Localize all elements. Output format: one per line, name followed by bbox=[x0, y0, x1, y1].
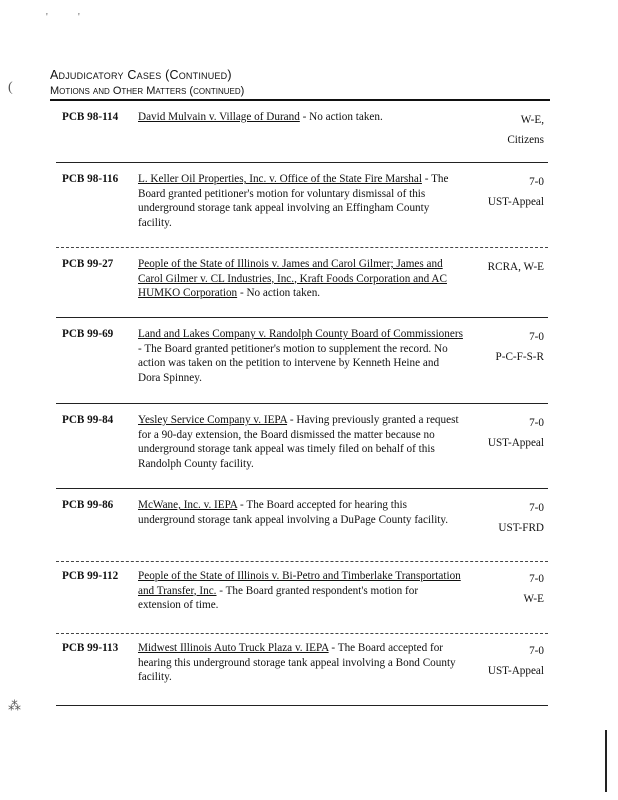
section-subtitle: Motions and Other Matters (continued) bbox=[50, 85, 245, 97]
case-vote bbox=[454, 327, 544, 367]
case-description bbox=[138, 413, 463, 471]
scan-mark: ' bbox=[78, 12, 80, 23]
scan-edge bbox=[605, 730, 607, 792]
case-text: - The Board granted respondent's motion for extension of time. bbox=[138, 584, 419, 611]
case-description bbox=[138, 172, 463, 230]
case-vote bbox=[454, 257, 544, 277]
case-vote bbox=[454, 172, 544, 212]
case-divider bbox=[56, 247, 548, 248]
case-vote bbox=[454, 641, 544, 681]
case-divider bbox=[56, 162, 548, 163]
vote-result: 7-0 bbox=[529, 502, 544, 514]
vote-result: 7-0 bbox=[529, 645, 544, 657]
case-number: PCB 99-84 bbox=[62, 414, 114, 426]
case-number: PCB 99-69 bbox=[62, 328, 114, 340]
case-divider bbox=[56, 633, 548, 634]
vote-result: 7-0 bbox=[529, 417, 544, 429]
case-number: PCB 99-113 bbox=[62, 642, 119, 654]
case-vote bbox=[454, 569, 544, 609]
scan-mark: ( bbox=[8, 80, 13, 95]
case-text: - Having previously granted a request for a 90-day extension, the Board dismissed the matter because no underground storage tank appeal was timely filed on behalf of this Randolph County facility. bbox=[138, 414, 459, 470]
case-text: - The Board granted petitioner's motion for voluntary dismissal of this underground storage tank appeal involving an Effingham County facility. bbox=[138, 173, 449, 229]
case-number: PCB 98-116 bbox=[62, 173, 119, 185]
case-title: People of the State of Illinois v. James and Carol Gilmer; James and Carol Gilmer v. CL Industries, Inc., Kraft Foods Corporation and AC HUMKO Corporation bbox=[138, 258, 447, 299]
scan-mark: ' bbox=[46, 12, 48, 23]
case-description bbox=[138, 569, 463, 613]
case-text: - No action taken. bbox=[299, 111, 383, 123]
case-number: PCB 99-86 bbox=[62, 499, 114, 511]
case-title: Yesley Service Company v. IEPA bbox=[138, 414, 288, 426]
case-text: - The Board accepted for hearing this underground storage tank appeal involving a DuPage County facility. bbox=[138, 499, 449, 526]
case-vote bbox=[454, 413, 544, 453]
case-divider bbox=[56, 705, 548, 706]
case-type: UST-Appeal bbox=[487, 437, 544, 449]
case-type: W-E bbox=[523, 593, 544, 605]
vote-result: 7-0 bbox=[529, 176, 544, 188]
case-number: PCB 99-27 bbox=[62, 258, 114, 270]
case-title: McWane, Inc. v. IEPA bbox=[138, 499, 238, 511]
case-title: People of the State of Illinois v. Bi-Petro and Timberlake Transportation and Transfer, Inc. bbox=[138, 570, 461, 597]
case-divider bbox=[56, 488, 548, 489]
case-type: UST-Appeal bbox=[487, 196, 544, 208]
case-description bbox=[138, 110, 463, 125]
case-description bbox=[138, 257, 463, 301]
case-type: Citizens bbox=[507, 134, 544, 146]
case-type: UST-Appeal bbox=[487, 665, 544, 677]
case-description bbox=[138, 327, 463, 385]
case-title: David Mulvain v. Village of Durand bbox=[138, 111, 300, 123]
case-text: - The Board accepted for hearing this underground storage tank appeal involving a Bond County facility. bbox=[138, 642, 456, 683]
case-number: PCB 99-112 bbox=[62, 570, 119, 582]
header-rule bbox=[50, 99, 550, 101]
case-type: P-C-F-S-R bbox=[495, 351, 544, 363]
vote-result: 7-0 bbox=[529, 573, 544, 585]
case-divider bbox=[56, 561, 548, 562]
case-divider bbox=[56, 317, 548, 318]
vote-result: W-E, bbox=[520, 114, 544, 126]
case-title: Midwest Illinois Auto Truck Plaza v. IEPA bbox=[138, 642, 329, 654]
case-description bbox=[138, 641, 463, 685]
case-number: PCB 98-114 bbox=[62, 111, 119, 123]
vote-result: 7-0 bbox=[529, 331, 544, 343]
case-title: Land and Lakes Company v. Randolph County Board of Commissioners bbox=[138, 328, 463, 340]
case-vote bbox=[454, 110, 544, 150]
vote-result: RCRA, W-E bbox=[487, 261, 544, 273]
case-type: UST-FRD bbox=[498, 522, 544, 534]
section-title: Adjudicatory Cases (Continued) bbox=[50, 68, 232, 82]
case-title: L. Keller Oil Properties, Inc. v. Office of the State Fire Marshal bbox=[138, 173, 422, 185]
case-text: - The Board granted petitioner's motion to supplement the record. No action was taken on the petition to intervene by Kenneth Heine and Dora Spinney. bbox=[138, 342, 448, 384]
case-text: - No action taken. bbox=[237, 287, 321, 299]
case-description bbox=[138, 498, 463, 527]
scan-mark: ⁂ bbox=[8, 698, 21, 713]
case-divider bbox=[56, 403, 548, 404]
case-vote bbox=[454, 498, 544, 538]
